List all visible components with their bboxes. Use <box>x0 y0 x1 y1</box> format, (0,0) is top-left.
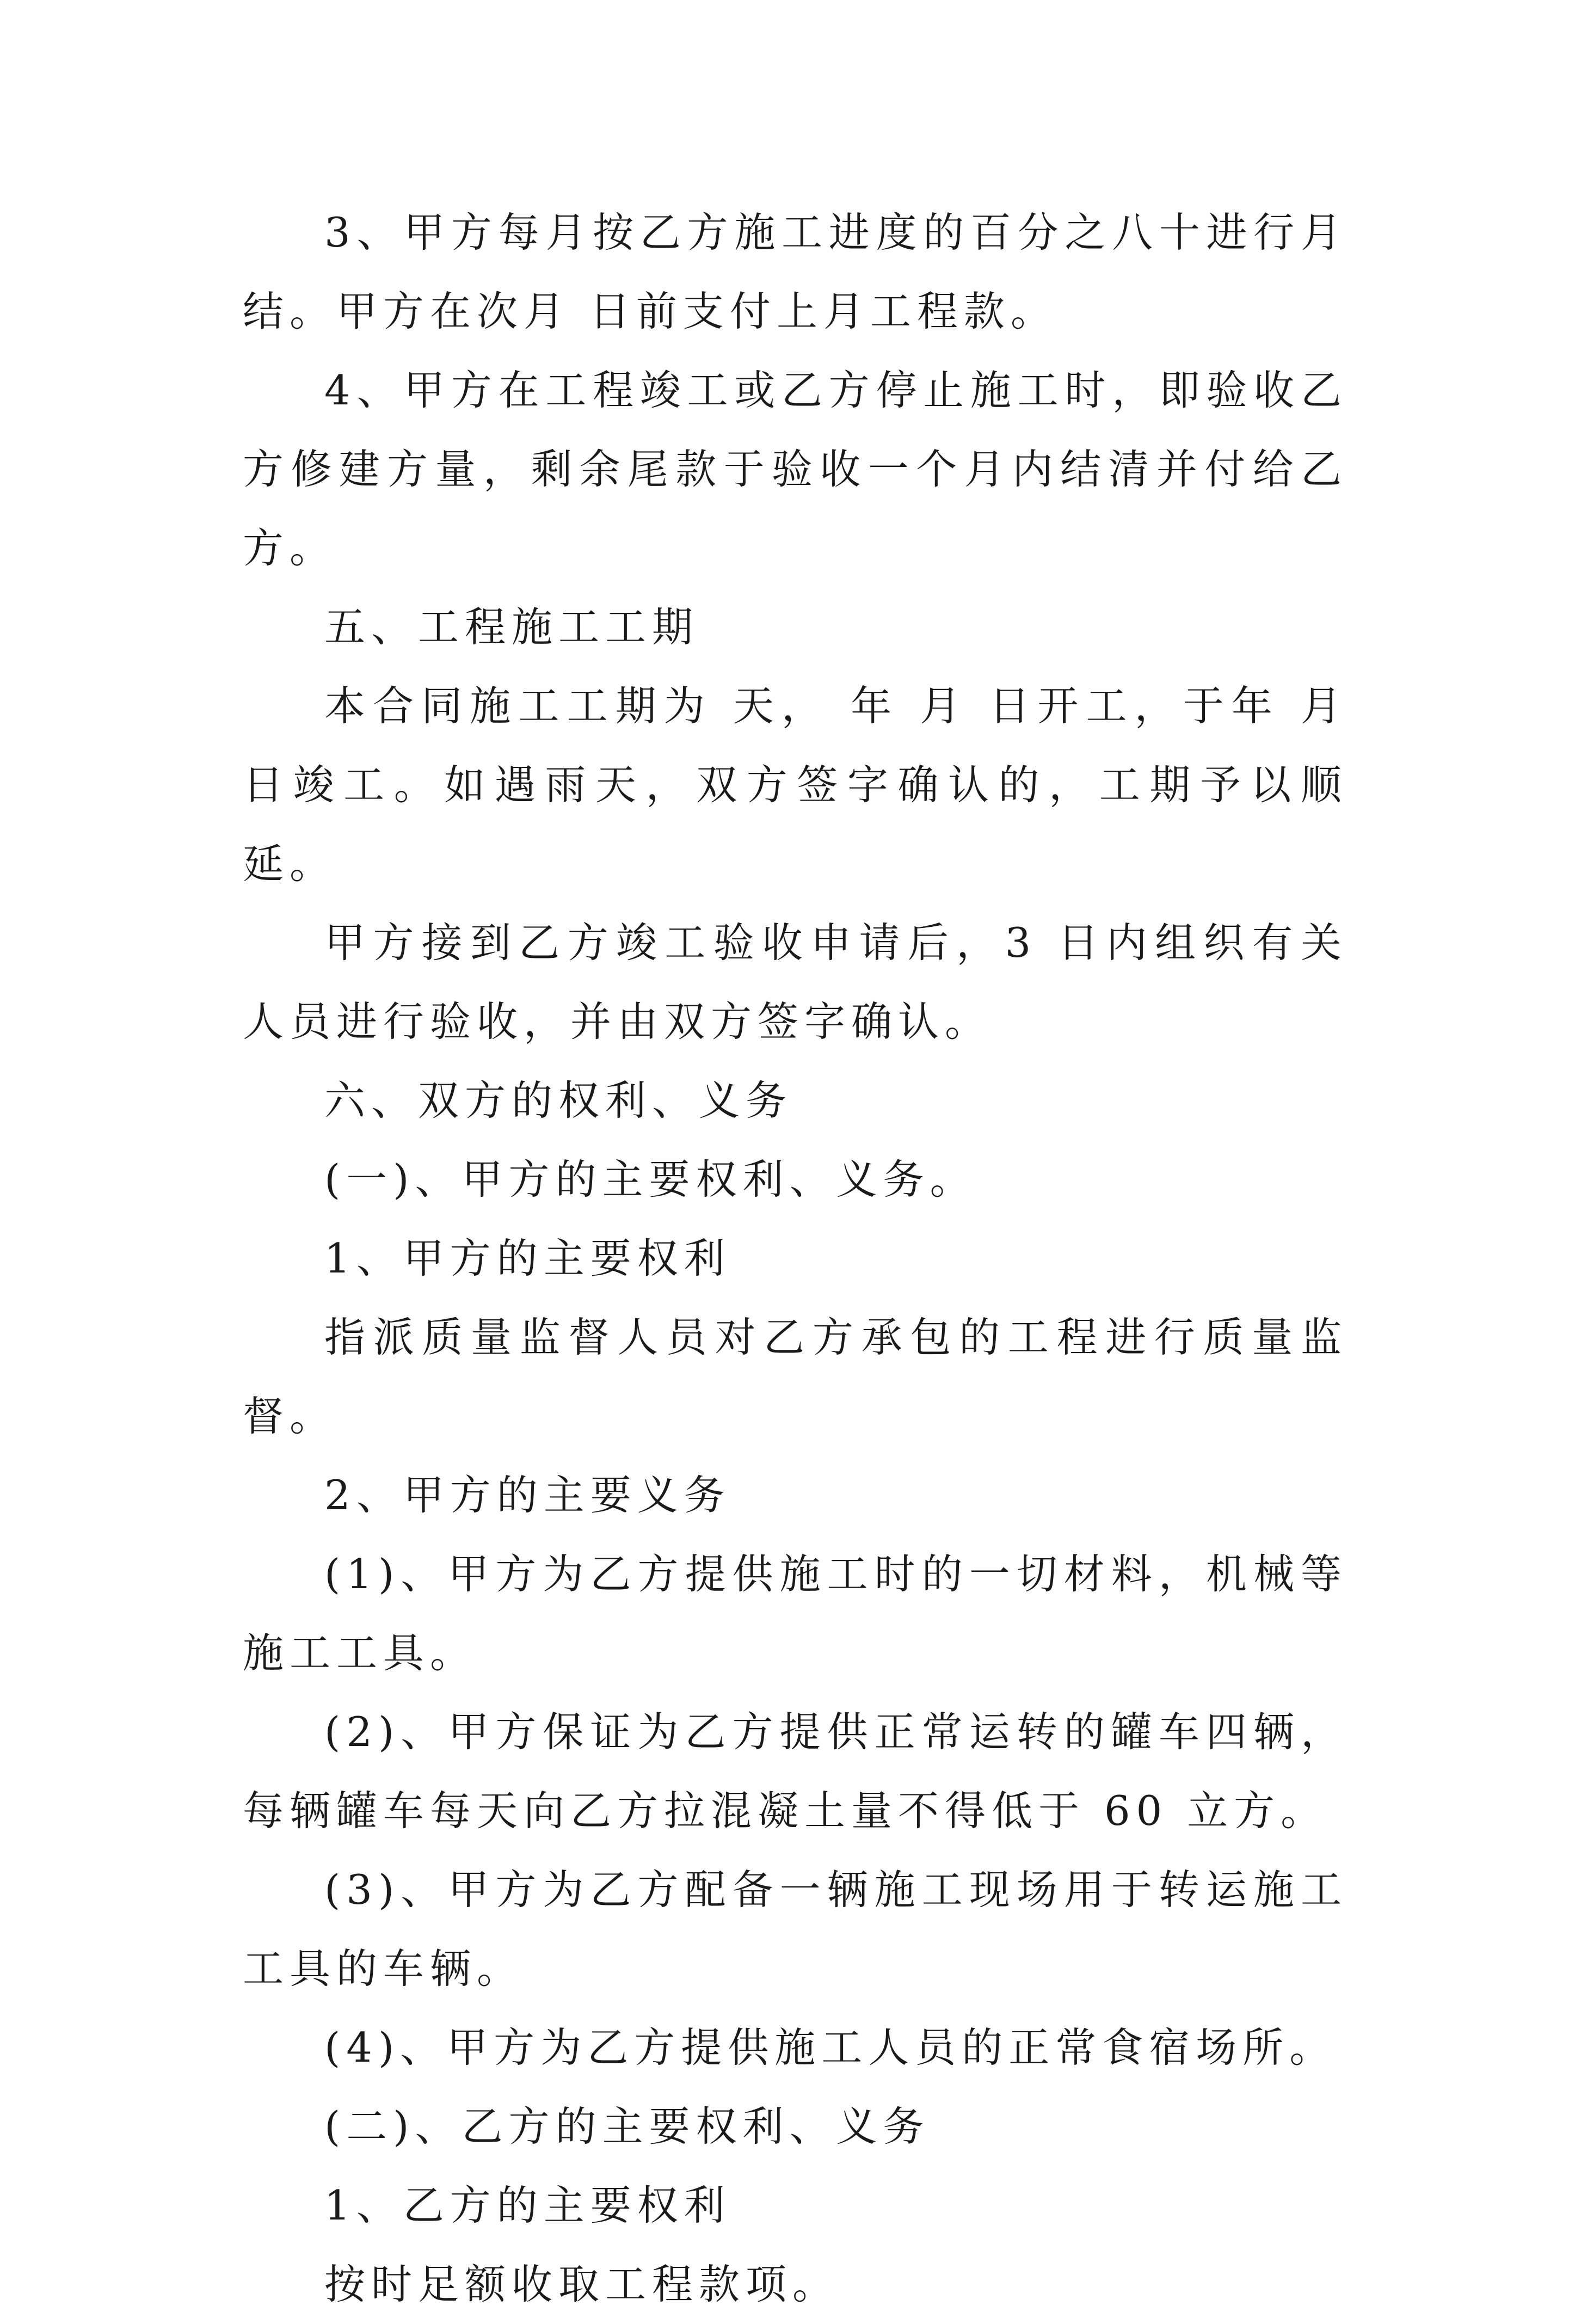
list-item-transport-vehicle: (3)、甲方为乙方配备一辆施工现场用于转运施工工具的车辆。 <box>243 1866 1348 1993</box>
subheading-party-b-rights-obligations: (二)、乙方的主要权利、义务 <box>324 2102 930 2150</box>
subheading-party-a-rights-obligations: (一)、甲方的主要权利、义务。 <box>324 1155 977 1203</box>
paragraph-completion-acceptance: 4、甲方在工程竣工或乙方停止施工时，即验收乙方修建方量，剩余尾款于验收一个月内结清并付给乙方。 <box>243 366 1348 572</box>
list-item-mixer-trucks: (2)、甲方保证为乙方提供正常运转的罐车四辆，每辆罐车每天向乙方拉混凝土量不得低于 60 立方。 <box>243 1708 1348 1835</box>
section-heading-construction-period: 五、工程施工工期 <box>324 603 699 651</box>
subheading-party-b-rights: 1、乙方的主要权利 <box>324 2181 731 2229</box>
paragraph-quality-supervision: 指派质量监督人员对乙方承包的工程进行质量监督。 <box>243 1313 1348 1440</box>
list-item-accommodation: (4)、甲方为乙方提供施工人员的正常食宿场所。 <box>324 2024 1337 2071</box>
paragraph-payment-collection: 按时足额收取工程款项。 <box>324 2260 840 2308</box>
paragraph-acceptance-procedure: 甲方接到乙方竣工验收申请后，3 日内组织有关人员进行验收，并由双方签字确认。 <box>243 919 1348 1046</box>
document-body <box>243 193 1348 2324</box>
section-heading-rights-obligations: 六、双方的权利、义务 <box>324 1077 793 1124</box>
subheading-party-a-obligations: 2、甲方的主要义务 <box>324 1471 731 1519</box>
list-item-materials: (1)、甲方为乙方提供施工时的一切材料，机械等施工工具。 <box>243 1550 1348 1677</box>
paragraph-monthly-settlement: 3、甲方每月按乙方施工进度的百分之八十进行月结。甲方在次月 日前支付上月工程款。 <box>243 208 1348 335</box>
paragraph-construction-period: 本合同施工工期为 天， 年 月 日开工，于年 月 日竣工。如遇雨天，双方签字确认的，工期予以顺延。 <box>243 682 1348 888</box>
subheading-party-a-rights: 1、甲方的主要权利 <box>324 1234 731 1282</box>
